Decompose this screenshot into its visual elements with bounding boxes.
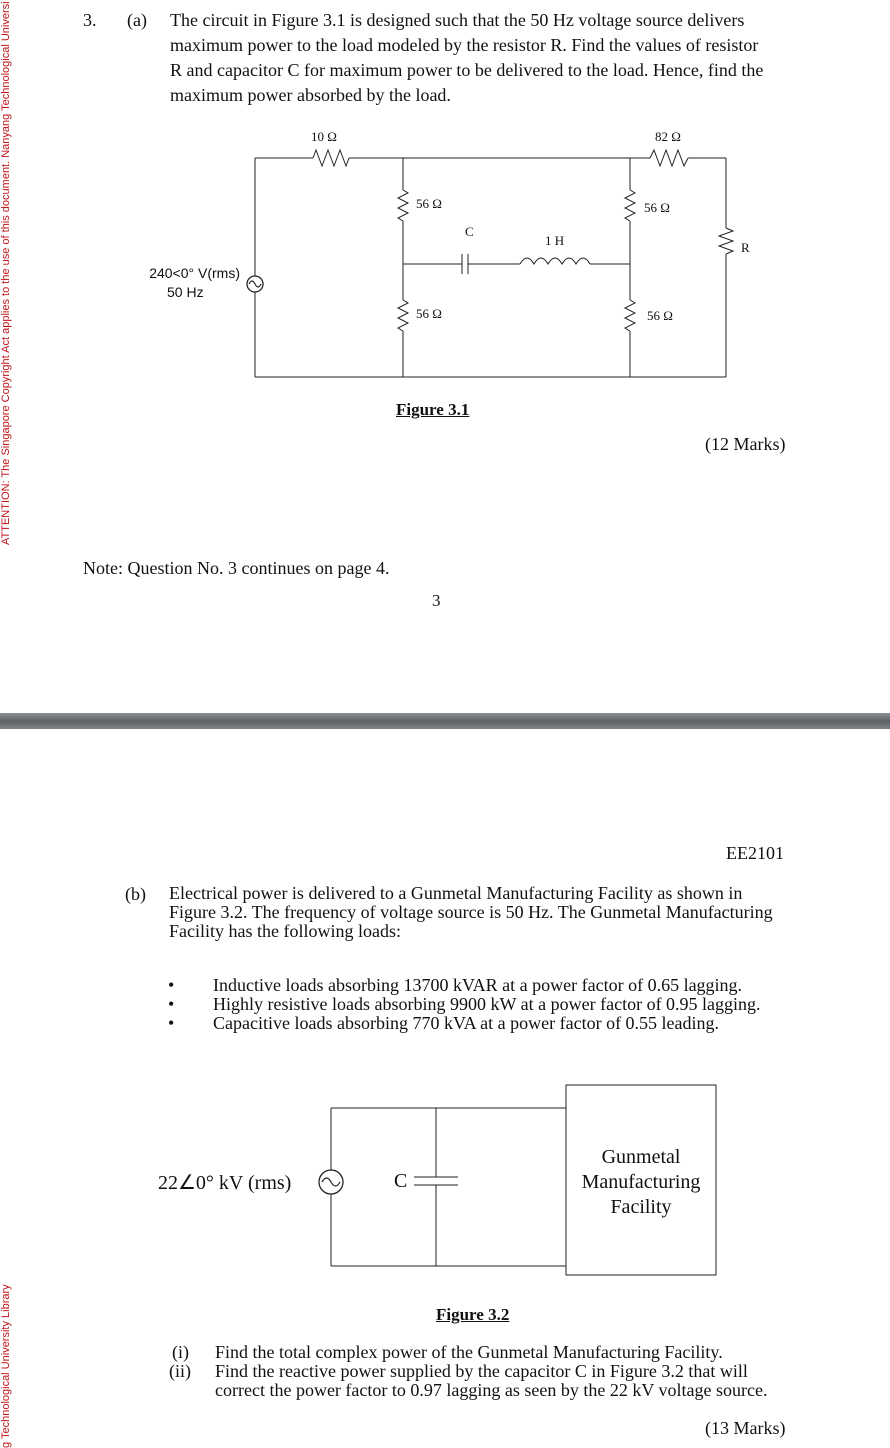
inductor-coil <box>520 258 590 264</box>
list-item: • Capacitive loads absorbing 770 kVA at a power factor of 0.55 leading. <box>168 1013 720 1033</box>
resistor-82-ohm <box>650 150 688 166</box>
subpart-i-label: (i) <box>172 1342 189 1362</box>
part-a-line: maximum power absorbed by the load. <box>170 85 451 105</box>
bullet-icon: • <box>168 975 175 995</box>
ac-source-icon <box>247 276 263 292</box>
bullet-icon: • <box>168 1013 175 1033</box>
bullet-icon: • <box>168 994 175 1014</box>
question-number: 3. <box>83 10 97 30</box>
library-watermark: g Technological University Library <box>0 1284 12 1448</box>
label-82-ohm: 82 Ω <box>655 129 681 144</box>
capacitor-label: C <box>394 1170 408 1192</box>
part-b-line: Figure 3.2. The frequency of voltage source is 50 Hz. The Gunmetal Manufacturing <box>169 902 773 922</box>
list-item: • Highly resistive loads absorbing 9900 kW at a power factor of 0.95 lagging. <box>168 994 761 1014</box>
figure-3-1-circuit <box>0 120 890 390</box>
ac-source-icon <box>319 1170 343 1194</box>
subpart-i-text: Find the total complex power of the Gunmetal Manufacturing Facility. <box>215 1342 723 1362</box>
label-56-left-lower: 56 Ω <box>416 306 442 321</box>
resistor-r <box>719 228 733 254</box>
continuation-note: Note: Question No. 3 continues on page 4. <box>83 558 390 578</box>
part-b-line: Facility has the following loads: <box>169 921 401 941</box>
resistor-10-ohm <box>313 150 349 166</box>
label-inductor: 1 H <box>545 233 565 248</box>
label-56-right-lower: 56 Ω <box>647 308 673 323</box>
page-number: 3 <box>432 591 441 610</box>
source-frequency-label: 50 Hz <box>167 284 204 300</box>
copyright-watermark: ATTENTION: The Singapore Copyright Act applies to the use of this document. Nanyang Technological Universi <box>0 1 12 545</box>
label-56-right-upper: 56 Ω <box>644 200 670 215</box>
figure-3-1-caption: Figure 3.1 <box>396 400 470 419</box>
course-code: EE2101 <box>726 843 784 863</box>
part-b-line: Electrical power is delivered to a Gunmetal Manufacturing Facility as shown in <box>169 883 743 903</box>
figure-3-2-caption: Figure 3.2 <box>436 1305 510 1324</box>
source-voltage-label: 240<0° V(rms) <box>149 265 240 281</box>
resistor-56-right-lower <box>625 300 635 331</box>
part-a-text <box>170 8 800 108</box>
part-a-line: maximum power to the load modeled by the resistor R. Find the values of resistor <box>170 35 759 55</box>
subpart-ii-text <box>215 1362 835 1400</box>
part-b-label: (b) <box>125 884 146 904</box>
part-a-line: R and capacitor C for maximum power to be delivered to the load. Hence, find the <box>170 60 764 80</box>
figure-3-2-circuit <box>0 1080 890 1280</box>
label-capacitor-c: C <box>465 224 474 239</box>
part-a-label: (a) <box>127 10 147 30</box>
facility-line: Manufacturing <box>581 1171 701 1193</box>
label-load-r: R <box>741 240 750 255</box>
resistor-56-left-lower <box>398 300 408 331</box>
resistor-56-right-upper <box>625 190 635 221</box>
label-56-left-upper: 56 Ω <box>416 196 442 211</box>
source-voltage-label: 22∠0° kV (rms) <box>158 1172 292 1194</box>
part-b-marks: (13 Marks) <box>705 1418 786 1438</box>
facility-line: Facility <box>610 1196 672 1218</box>
label-10-ohm: 10 Ω <box>311 129 337 144</box>
subpart-ii-label: (ii) <box>169 1361 191 1381</box>
part-a-marks: (12 Marks) <box>705 434 786 454</box>
part-a-line: The circuit in Figure 3.1 is designed such that the 50 Hz voltage source delivers <box>170 10 745 30</box>
resistor-56-left-upper <box>398 190 408 221</box>
facility-line: Gunmetal <box>601 1146 681 1168</box>
page-divider <box>0 713 890 729</box>
subpart-ii-line: correct the power factor to 0.97 lagging as seen by the 22 kV voltage source. <box>215 1380 768 1400</box>
list-item: • Inductive loads absorbing 13700 kVAR at a power factor of 0.65 lagging. <box>168 975 743 995</box>
subpart-ii-line: Find the reactive power supplied by the capacitor C in Figure 3.2 that will <box>215 1361 748 1381</box>
facility-label <box>566 1145 716 1220</box>
part-b-text <box>169 884 809 941</box>
loads-list <box>168 975 813 1033</box>
